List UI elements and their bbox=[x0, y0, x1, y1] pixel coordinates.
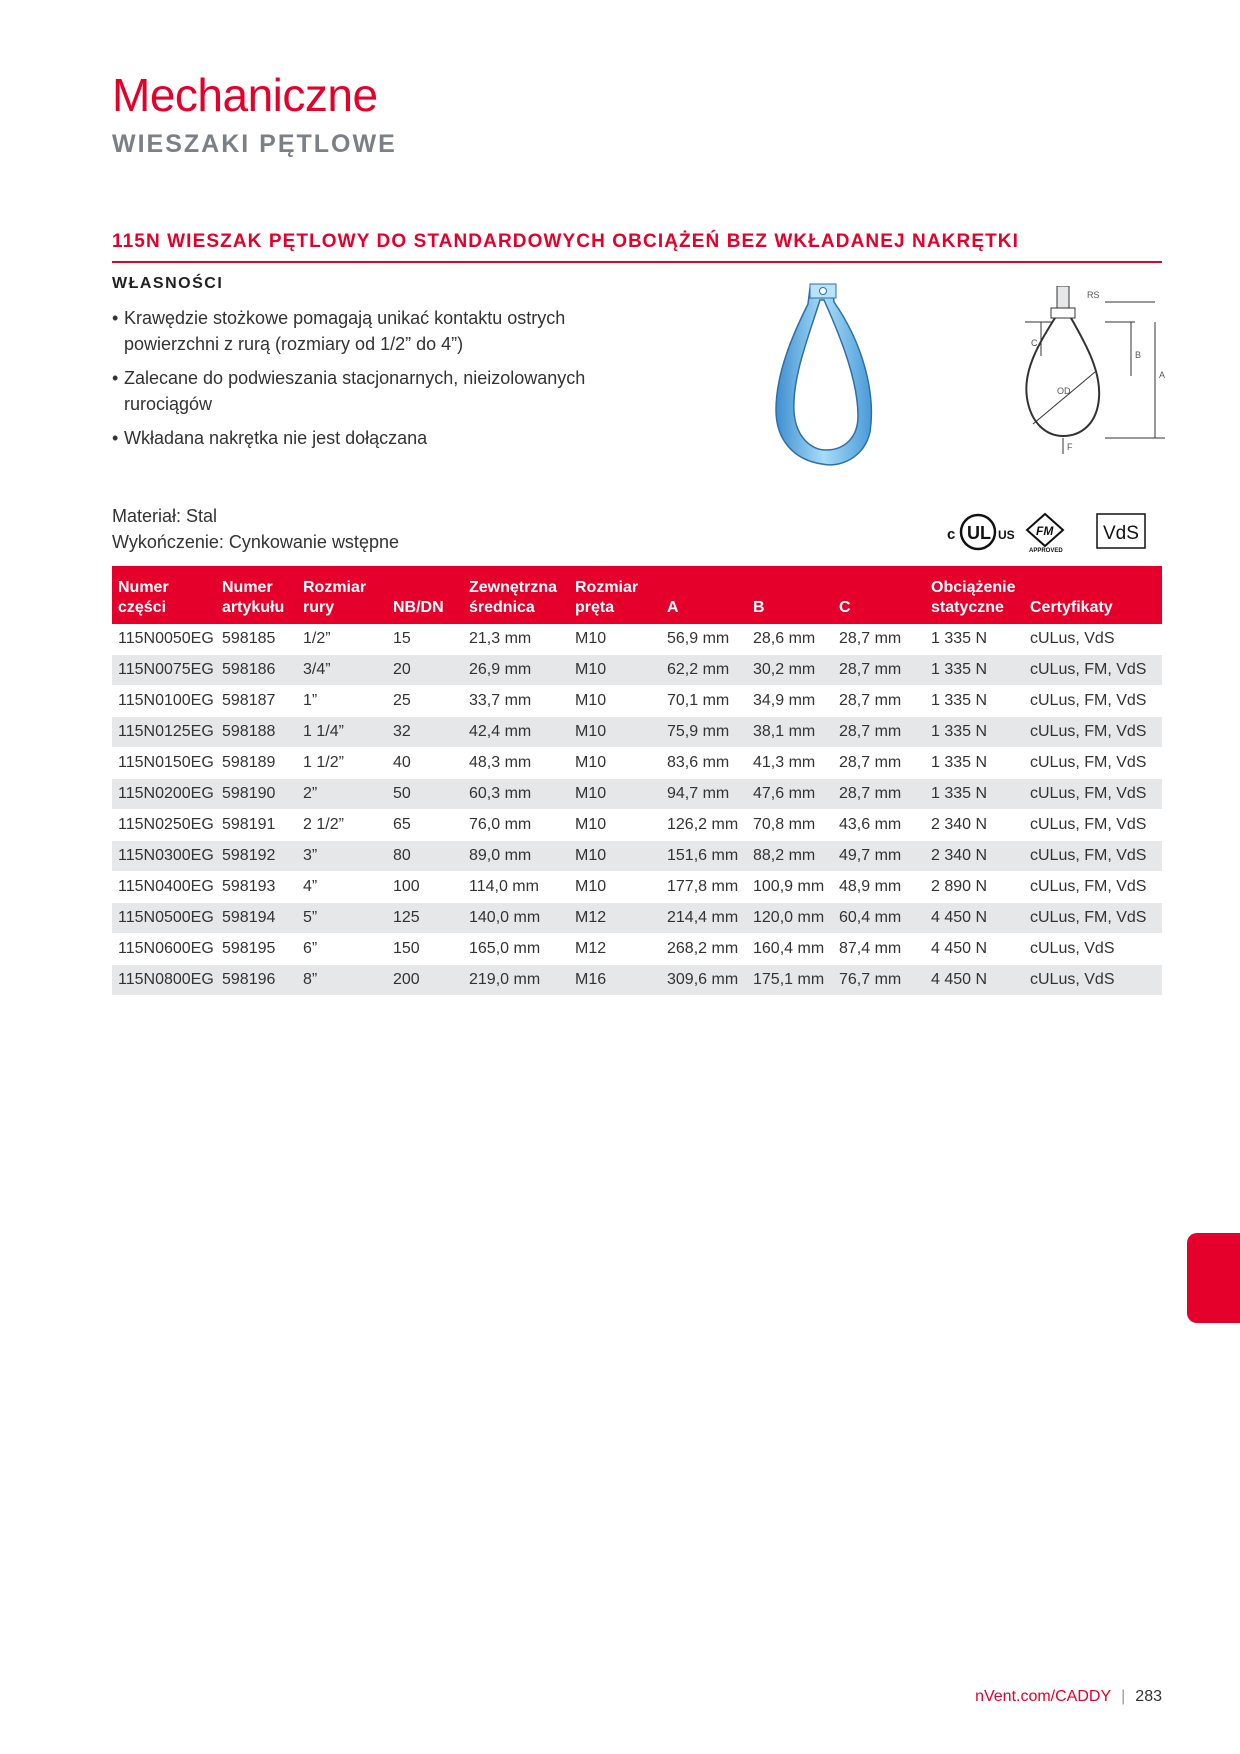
table-cell: cULus, FM, VdS bbox=[1024, 686, 1162, 717]
feature-text: Krawędzie stożkowe pomagają unikać kontaktu ostrych powierzchni z rurą (rozmiary od 1/2” do 4”) bbox=[124, 308, 566, 354]
table-cell: 8” bbox=[297, 965, 387, 996]
table-cell: 115N0100EG bbox=[112, 686, 216, 717]
table-cell: 2 1/2” bbox=[297, 810, 387, 841]
table-row bbox=[112, 965, 1162, 996]
table-cell: 48,3 mm bbox=[463, 748, 569, 779]
table-cell: 65 bbox=[387, 810, 463, 841]
hanger-band-icon bbox=[776, 286, 871, 465]
table-cell: 219,0 mm bbox=[463, 965, 569, 996]
table-cell: 1 335 N bbox=[925, 779, 1024, 810]
table-cell: 115N0500EG bbox=[112, 903, 216, 934]
od-label: OD bbox=[1057, 386, 1071, 396]
table-cell: 40 bbox=[387, 748, 463, 779]
table-cell: 33,7 mm bbox=[463, 686, 569, 717]
table-cell: 88,2 mm bbox=[747, 841, 833, 872]
table-row bbox=[112, 686, 1162, 717]
table-cell: 50 bbox=[387, 779, 463, 810]
table-header-row bbox=[112, 566, 1162, 624]
table-row bbox=[112, 655, 1162, 686]
table-cell: 3/4” bbox=[297, 655, 387, 686]
table-cell: 100 bbox=[387, 872, 463, 903]
table-cell: 15 bbox=[387, 624, 463, 655]
table-cell: 6” bbox=[297, 934, 387, 965]
table-cell: 20 bbox=[387, 655, 463, 686]
vds-label: VdS bbox=[1103, 523, 1139, 544]
table-cell: 151,6 mm bbox=[661, 841, 747, 872]
bullet-icon: • bbox=[112, 368, 119, 388]
material-line: Materiał: Stal bbox=[112, 506, 218, 526]
table-cell: 598185 bbox=[216, 624, 297, 655]
product-photo bbox=[770, 282, 880, 470]
table-cell: M10 bbox=[569, 841, 661, 872]
table-cell: 42,4 mm bbox=[463, 717, 569, 748]
fm-label: FM bbox=[1036, 524, 1054, 538]
certification-logos bbox=[945, 508, 1155, 554]
table-cell: 1 335 N bbox=[925, 624, 1024, 655]
table-cell: 115N0600EG bbox=[112, 934, 216, 965]
table-cell: 115N0400EG bbox=[112, 872, 216, 903]
table-cell: 598191 bbox=[216, 810, 297, 841]
table-cell: 177,8 mm bbox=[661, 872, 747, 903]
table-cell: 21,3 mm bbox=[463, 624, 569, 655]
table-cell: 62,2 mm bbox=[661, 655, 747, 686]
table-cell: 309,6 mm bbox=[661, 965, 747, 996]
table-cell: 200 bbox=[387, 965, 463, 996]
table-row bbox=[112, 872, 1162, 903]
table-cell: M10 bbox=[569, 655, 661, 686]
table-cell: 4” bbox=[297, 872, 387, 903]
table-cell: 115N0250EG bbox=[112, 810, 216, 841]
table-cell: 114,0 mm bbox=[463, 872, 569, 903]
col-part-number: Numer części bbox=[112, 566, 216, 624]
table-cell: 28,7 mm bbox=[833, 655, 925, 686]
table-cell: 165,0 mm bbox=[463, 934, 569, 965]
table-cell: 5” bbox=[297, 903, 387, 934]
table-cell: M12 bbox=[569, 934, 661, 965]
page-number: 283 bbox=[1135, 1688, 1162, 1705]
table-cell: 598192 bbox=[216, 841, 297, 872]
table-cell: 115N0200EG bbox=[112, 779, 216, 810]
col-pipe-size: Rozmiar rury bbox=[297, 566, 387, 624]
table-cell: cULus, VdS bbox=[1024, 624, 1162, 655]
table-cell: 126,2 mm bbox=[661, 810, 747, 841]
section-title: 115N WIESZAK PĘTLOWY DO STANDARDOWYCH OBCIĄŻEŃ BEZ WKŁADANEJ NAKRĘTKI bbox=[112, 231, 1162, 263]
table-cell: 76,7 mm bbox=[833, 965, 925, 996]
table-cell: cULus, FM, VdS bbox=[1024, 717, 1162, 748]
table-cell: 28,6 mm bbox=[747, 624, 833, 655]
ul-c-label: c bbox=[947, 526, 956, 543]
footer-site-link[interactable]: nVent.com/CADDY bbox=[975, 1688, 1112, 1705]
table-cell: cULus, FM, VdS bbox=[1024, 748, 1162, 779]
table-cell: cULus, FM, VdS bbox=[1024, 841, 1162, 872]
table-cell: 1 335 N bbox=[925, 686, 1024, 717]
table-row bbox=[112, 810, 1162, 841]
table-cell: M10 bbox=[569, 748, 661, 779]
table-cell: 1” bbox=[297, 686, 387, 717]
page-title: Mechaniczne bbox=[112, 69, 378, 121]
table-cell: 87,4 mm bbox=[833, 934, 925, 965]
table-cell: 598190 bbox=[216, 779, 297, 810]
table-cell: 4 450 N bbox=[925, 965, 1024, 996]
table-cell: cULus, VdS bbox=[1024, 965, 1162, 996]
table-row bbox=[112, 779, 1162, 810]
table-cell: 2 340 N bbox=[925, 810, 1024, 841]
footer bbox=[975, 1688, 1162, 1706]
hanger-hole-icon bbox=[820, 288, 827, 295]
col-nb-dn: NB/DN bbox=[387, 566, 463, 624]
table-cell: 598195 bbox=[216, 934, 297, 965]
table-cell: 76,0 mm bbox=[463, 810, 569, 841]
fm-approved-label: APPROVED bbox=[1029, 548, 1063, 554]
table-cell: 115N0075EG bbox=[112, 655, 216, 686]
table-cell: 100,9 mm bbox=[747, 872, 833, 903]
table-cell: 28,7 mm bbox=[833, 748, 925, 779]
table-cell: 41,3 mm bbox=[747, 748, 833, 779]
table-cell: M16 bbox=[569, 965, 661, 996]
page-subtitle: WIESZAKI PĘTLOWE bbox=[112, 130, 397, 158]
table-cell: cULus, FM, VdS bbox=[1024, 872, 1162, 903]
table-row bbox=[112, 717, 1162, 748]
table-cell: 70,8 mm bbox=[747, 810, 833, 841]
table-cell: 1/2” bbox=[297, 624, 387, 655]
table-cell: 28,7 mm bbox=[833, 779, 925, 810]
table-cell: 1 335 N bbox=[925, 655, 1024, 686]
col-outer-diameter: Zewnętrzna średnica bbox=[463, 566, 569, 624]
table-cell: 125 bbox=[387, 903, 463, 934]
table-row bbox=[112, 624, 1162, 655]
table-cell: 60,3 mm bbox=[463, 779, 569, 810]
table-cell: cULus, FM, VdS bbox=[1024, 655, 1162, 686]
table-cell: 598194 bbox=[216, 903, 297, 934]
footer-separator: | bbox=[1121, 1688, 1126, 1705]
c-label: C bbox=[1031, 338, 1038, 348]
table-cell: 115N0300EG bbox=[112, 841, 216, 872]
table-cell: 25 bbox=[387, 686, 463, 717]
table-cell: 83,6 mm bbox=[661, 748, 747, 779]
table-cell: cULus, FM, VdS bbox=[1024, 810, 1162, 841]
table-cell: cULus, FM, VdS bbox=[1024, 779, 1162, 810]
table-cell: 60,4 mm bbox=[833, 903, 925, 934]
table-cell: 1 335 N bbox=[925, 748, 1024, 779]
table-cell: cULus, FM, VdS bbox=[1024, 903, 1162, 934]
table-cell: 4 450 N bbox=[925, 934, 1024, 965]
rs-label: RS bbox=[1087, 290, 1100, 300]
table-cell: 47,6 mm bbox=[747, 779, 833, 810]
finish-line: Wykończenie: Cynkowanie wstępne bbox=[112, 532, 399, 552]
bullet-icon: • bbox=[112, 428, 119, 448]
table-cell: 48,9 mm bbox=[833, 872, 925, 903]
table-row bbox=[112, 934, 1162, 965]
table-cell: 1 1/2” bbox=[297, 748, 387, 779]
table-cell: 28,7 mm bbox=[833, 624, 925, 655]
b-label: B bbox=[1135, 350, 1142, 360]
table-cell: 160,4 mm bbox=[747, 934, 833, 965]
table-cell: M10 bbox=[569, 779, 661, 810]
table-row bbox=[112, 903, 1162, 934]
table-cell: 38,1 mm bbox=[747, 717, 833, 748]
table-body bbox=[112, 624, 1162, 996]
table-cell: 598188 bbox=[216, 717, 297, 748]
table-cell: 70,1 mm bbox=[661, 686, 747, 717]
table-cell: 89,0 mm bbox=[463, 841, 569, 872]
table-cell: M10 bbox=[569, 686, 661, 717]
bullet-icon: • bbox=[112, 308, 119, 328]
feature-text: Zalecane do podwieszania stacjonarnych, nieizolowanych rurociągów bbox=[124, 368, 586, 414]
table-cell: 80 bbox=[387, 841, 463, 872]
table-cell: 214,4 mm bbox=[661, 903, 747, 934]
table-cell: 94,7 mm bbox=[661, 779, 747, 810]
col-article-number: Numer artykułu bbox=[216, 566, 297, 624]
features-heading: WŁASNOŚCI bbox=[112, 275, 224, 292]
table-cell: cULus, VdS bbox=[1024, 934, 1162, 965]
table-cell: 28,7 mm bbox=[833, 717, 925, 748]
table-cell: 28,7 mm bbox=[833, 686, 925, 717]
table-cell: 115N0150EG bbox=[112, 748, 216, 779]
table-row bbox=[112, 841, 1162, 872]
table-cell: M10 bbox=[569, 624, 661, 655]
table-cell: 1 335 N bbox=[925, 717, 1024, 748]
table-cell: 26,9 mm bbox=[463, 655, 569, 686]
table-cell: 3” bbox=[297, 841, 387, 872]
ul-us-label: US bbox=[998, 528, 1015, 542]
table-cell: 115N0125EG bbox=[112, 717, 216, 748]
feature-item bbox=[112, 305, 612, 357]
table-cell: M10 bbox=[569, 872, 661, 903]
table-row bbox=[112, 748, 1162, 779]
table-cell: 1 1/4” bbox=[297, 717, 387, 748]
f-label: F bbox=[1067, 442, 1073, 452]
table-cell: 4 450 N bbox=[925, 903, 1024, 934]
table-cell: 30,2 mm bbox=[747, 655, 833, 686]
feature-text: Wkładana nakrętka nie jest dołączana bbox=[124, 428, 428, 448]
table-cell: 268,2 mm bbox=[661, 934, 747, 965]
nut-icon bbox=[1051, 308, 1075, 318]
col-c: C bbox=[833, 566, 925, 624]
table-cell: 598193 bbox=[216, 872, 297, 903]
col-rod-size: Rozmiar pręta bbox=[569, 566, 661, 624]
table-cell: 2 340 N bbox=[925, 841, 1024, 872]
table-cell: 2” bbox=[297, 779, 387, 810]
feature-item bbox=[112, 365, 612, 417]
side-tab bbox=[1187, 1233, 1240, 1323]
table-cell: 2 890 N bbox=[925, 872, 1024, 903]
table-cell: 43,6 mm bbox=[833, 810, 925, 841]
table-cell: 175,1 mm bbox=[747, 965, 833, 996]
table-cell: 598196 bbox=[216, 965, 297, 996]
spec-table bbox=[112, 566, 1162, 996]
table-cell: 598187 bbox=[216, 686, 297, 717]
features-list bbox=[112, 305, 612, 459]
table-cell: 598189 bbox=[216, 748, 297, 779]
col-static-load: Obciążenie statyczne bbox=[925, 566, 1024, 624]
table-cell: 140,0 mm bbox=[463, 903, 569, 934]
table-cell: 115N0050EG bbox=[112, 624, 216, 655]
table-cell: 150 bbox=[387, 934, 463, 965]
table-cell: 120,0 mm bbox=[747, 903, 833, 934]
ul-mark-label: UL bbox=[967, 523, 991, 543]
table-cell: 56,9 mm bbox=[661, 624, 747, 655]
table-cell: 75,9 mm bbox=[661, 717, 747, 748]
table-cell: 49,7 mm bbox=[833, 841, 925, 872]
col-b: B bbox=[747, 566, 833, 624]
dimension-drawing bbox=[1005, 286, 1175, 456]
table-cell: 598186 bbox=[216, 655, 297, 686]
table-cell: 32 bbox=[387, 717, 463, 748]
table-cell: M10 bbox=[569, 717, 661, 748]
table-cell: 34,9 mm bbox=[747, 686, 833, 717]
col-certifications: Certyfikaty bbox=[1024, 566, 1162, 624]
col-a: A bbox=[661, 566, 747, 624]
table-cell: M12 bbox=[569, 903, 661, 934]
table-cell: M10 bbox=[569, 810, 661, 841]
a-label: A bbox=[1159, 370, 1166, 380]
loop-outline-icon bbox=[1026, 318, 1099, 436]
feature-item bbox=[112, 425, 612, 451]
table-cell: 115N0800EG bbox=[112, 965, 216, 996]
